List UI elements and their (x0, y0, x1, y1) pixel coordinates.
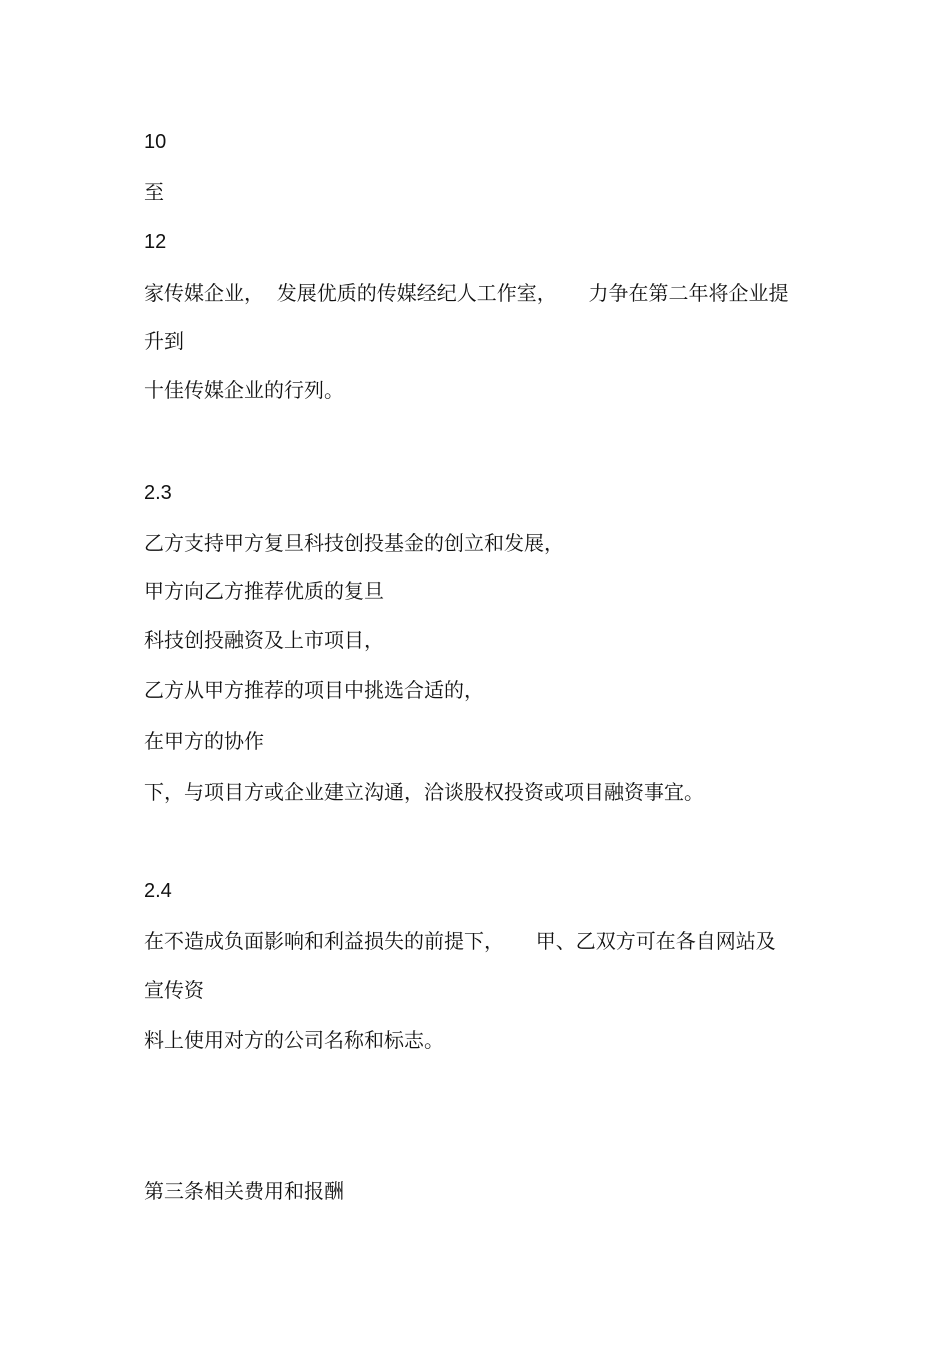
text-line: 在甲方的协作 (144, 729, 264, 753)
section-number: 2.4 (144, 880, 172, 902)
text-line: 12 (144, 231, 167, 253)
text-line: 至 (144, 180, 164, 204)
article-heading: 第三条相关费用和报酬 (144, 1179, 344, 1203)
text-line: 料上使用对方的公司名称和标志。 (144, 1028, 444, 1052)
text-line: 科技创投融资及上市项目， (144, 628, 384, 652)
text-line: 十佳传媒企业的行列。 (144, 378, 344, 402)
text-line: 乙方支持甲方复旦科技创投基金的创立和发展， (144, 531, 564, 555)
text-line: 升到 (144, 329, 184, 353)
text-line: 下，与项目方或企业建立沟通，洽谈股权投资或项目融资事宜。 (144, 780, 704, 804)
text-line: 家传媒企业， 发展优质的传媒经纪人工作室， 力争在第二年将企业提 (144, 281, 789, 305)
text-line: 乙方从甲方推荐的项目中挑选合适的， (144, 678, 484, 702)
section-number: 2.3 (144, 482, 172, 504)
text-line: 宣传资 (144, 978, 204, 1002)
text-line: 10 (144, 131, 167, 153)
text-line: 在不造成负面影响和利益损失的前提下， 甲、乙双方可在各自网站及 (144, 929, 776, 953)
text-line: 甲方向乙方推荐优质的复旦 (144, 579, 384, 603)
